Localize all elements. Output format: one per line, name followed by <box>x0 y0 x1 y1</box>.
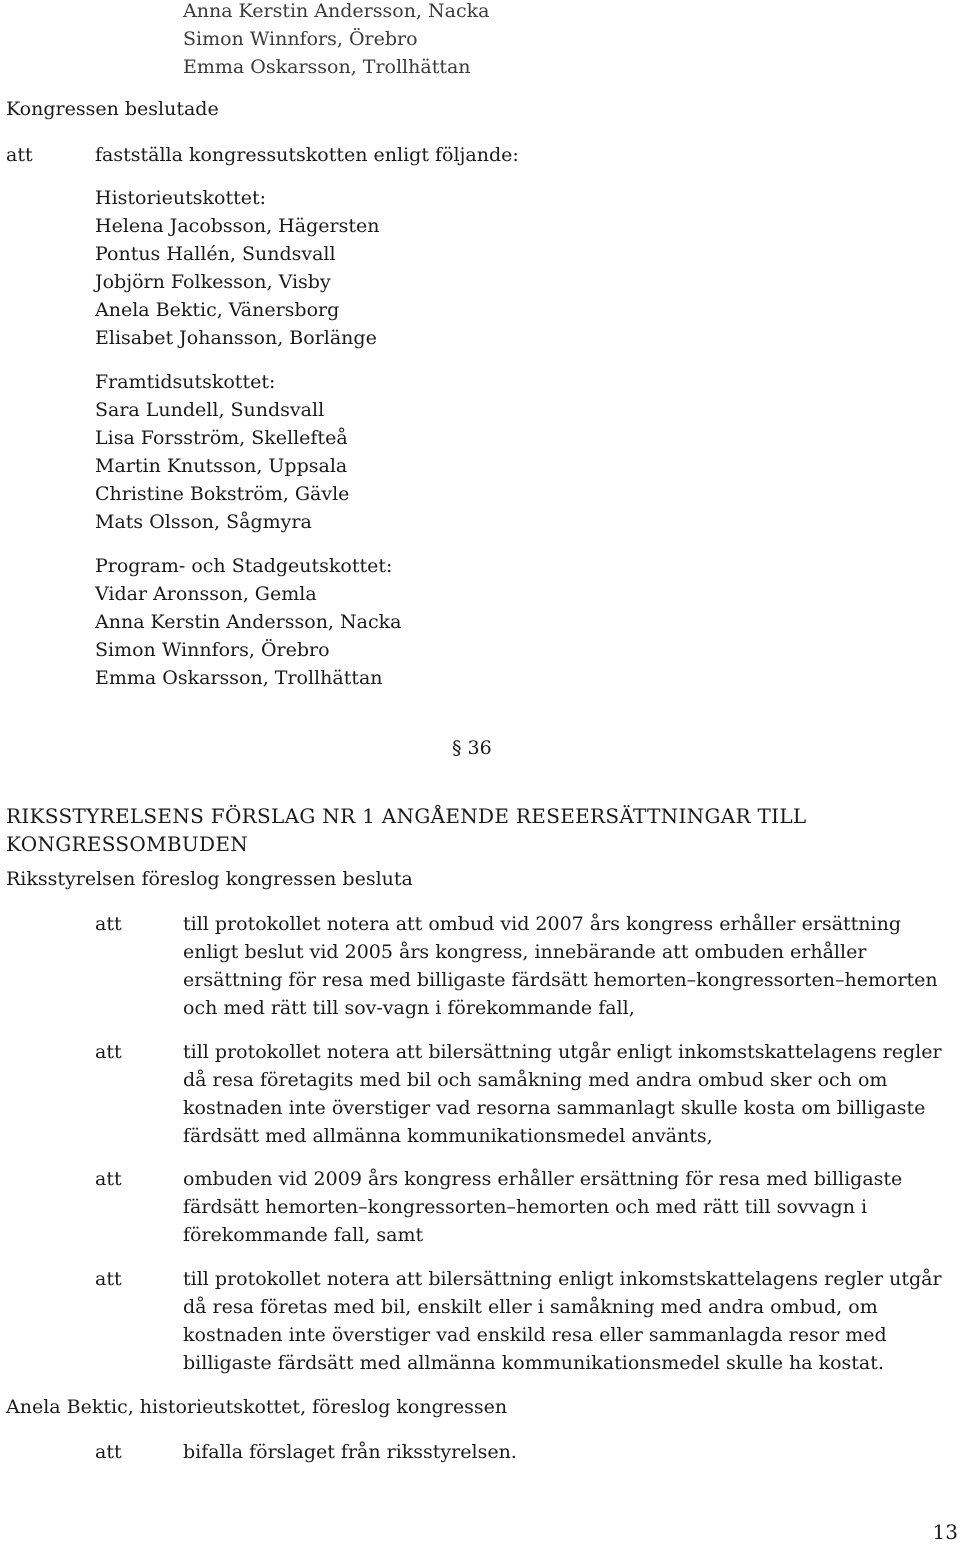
att-label: att <box>95 1041 122 1063</box>
page-number: 13 <box>932 1520 958 1544</box>
committee-name: Historieutskottet: <box>95 187 266 209</box>
section-title-line: KONGRESSOMBUDEN <box>6 832 249 856</box>
proposal-paragraph: till protokollet notera att ombud vid 2007 års kongress erhåller ersättning enligt beslut vid 2005 års kongress, innebärande att ombuden erhåller ersättning för resa med billigaste färdsätt hemorten–kongressorten–hemorten och med rätt till sov-vagn i förekommande fall, <box>183 913 938 1019</box>
list-item: Anela Bektic, Vänersborg <box>95 299 340 321</box>
list-item: Pontus Hallén, Sundsvall <box>95 243 336 265</box>
amendment-text: bifalla förslaget från riksstyrelsen. <box>183 1441 517 1463</box>
att-label: att <box>95 913 122 935</box>
list-item: Mats Olsson, Sågmyra <box>95 511 312 533</box>
list-item: Elisabet Johansson, Borlänge <box>95 327 377 349</box>
committee-program <box>95 552 401 692</box>
list-item: Emma Oskarsson, Trollhättan <box>183 56 471 78</box>
proposal-paragraph: till protokollet notera att bilersättning utgår enligt inkomstskattelagens regler då resa företagits med bil och samåkning med andra ombud sker och om kostnaden inte överstiger vad resorna sammanlagt skulle kosta om billigaste färdsätt med allmänna kommunikationsmedel använts, <box>183 1041 942 1147</box>
proposal-paragraph: ombuden vid 2009 års kongress erhåller ersättning för resa med billigaste färdsätt hemorten–kongressorten–hemorten och med rätt till sovvagn i förekommande fall, samt <box>183 1168 903 1246</box>
list-item: Anna Kerstin Andersson, Nacka <box>183 0 490 22</box>
top-member-list <box>183 0 489 81</box>
list-item: Lisa Forsström, Skellefteå <box>95 427 348 449</box>
list-item: Simon Winnfors, Örebro <box>95 639 330 661</box>
section-title <box>6 802 807 858</box>
proposal-paragraph: till protokollet notera att bilersättning enligt inkomstskattelagens regler utgår då resa företas med bil, enskilt eller i samåkning med andra ombud, om kostnaden inte överstiger vad enskild resa eller sammanlagda resor med billigaste färdsätt med allmänna kommunikationsmedel skulle ha kostat. <box>183 1268 942 1374</box>
list-item: Simon Winnfors, Örebro <box>183 28 418 50</box>
list-item: Emma Oskarsson, Trollhättan <box>95 667 383 689</box>
list-item: Martin Knutsson, Uppsala <box>95 455 348 477</box>
att-label: att <box>95 1268 122 1290</box>
list-item: Anna Kerstin Andersson, Nacka <box>95 611 402 633</box>
committee-name: Program- och Stadgeutskottet: <box>95 555 393 577</box>
section-title-line: RIKSSTYRELSENS FÖRSLAG NR 1 ANGÅENDE RESEERSÄTTNINGAR TILL <box>6 804 807 828</box>
list-item: Vidar Aronsson, Gemla <box>95 583 317 605</box>
decision-text: fastställa kongressutskotten enligt följande: <box>95 144 519 166</box>
att-label: att <box>6 144 33 166</box>
amendment-intro: Anela Bektic, historieutskottet, föreslog kongressen <box>6 1396 508 1418</box>
committee-list <box>95 184 401 708</box>
att-label: att <box>95 1168 122 1190</box>
proposal-intro: Riksstyrelsen föreslog kongressen besluta <box>6 868 413 890</box>
list-item: Helena Jacobsson, Hägersten <box>95 215 380 237</box>
committee-name: Framtidsutskottet: <box>95 371 276 393</box>
att-label: att <box>95 1441 122 1463</box>
section-number: § 36 <box>452 737 492 759</box>
list-item: Jobjörn Folkesson, Visby <box>95 271 331 293</box>
list-item: Sara Lundell, Sundsvall <box>95 399 325 421</box>
committee-history <box>95 184 401 352</box>
list-item: Christine Bokström, Gävle <box>95 483 350 505</box>
decision-intro: Kongressen beslutade <box>6 98 219 120</box>
committee-future <box>95 368 401 536</box>
